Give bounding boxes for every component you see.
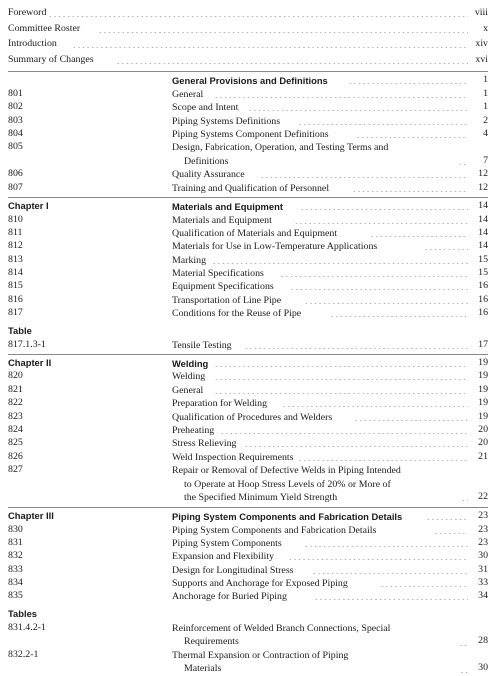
entry-title: Stress Relieving	[172, 438, 237, 450]
entry-page: 12	[478, 168, 488, 180]
heading-page: 1	[483, 74, 488, 86]
section-number: 835	[8, 590, 23, 602]
toc-table-entry[interactable]	[8, 339, 488, 352]
divider	[8, 197, 488, 198]
leader-dots	[426, 519, 468, 520]
entry-title-line1: Repair or Removal of Defective Welds in Piping Intended	[172, 465, 401, 477]
heading-page: 19	[478, 357, 488, 369]
entry-page: 19	[478, 410, 488, 422]
entry-title: Piping Systems Definitions	[172, 115, 281, 127]
section-number: 810	[8, 213, 23, 225]
toc-entry[interactable]	[8, 101, 488, 114]
toc-entry[interactable]	[8, 227, 488, 240]
toc-entry[interactable]	[8, 424, 488, 437]
entry-title: Material Specifications	[172, 268, 264, 280]
entry-title: Marking	[172, 254, 207, 266]
chapter-2	[8, 357, 488, 505]
leader-dots	[370, 236, 468, 237]
section-number: 827	[8, 464, 23, 476]
entry-title: Welding	[172, 371, 206, 383]
leader-dots	[330, 316, 468, 317]
section-number: 821	[8, 383, 23, 395]
toc-entry[interactable]	[8, 590, 488, 603]
entry-page: xiv	[475, 38, 488, 50]
entry-page: 16	[478, 280, 488, 292]
toc-entry[interactable]	[8, 464, 488, 505]
toc-entry[interactable]	[8, 141, 488, 168]
entry-title: Expansion and Flexibility	[172, 551, 275, 563]
leader-dots	[380, 586, 468, 587]
entry-page: 28	[478, 635, 488, 647]
leader-dots	[214, 379, 468, 380]
entry-page: 2	[483, 114, 488, 126]
leader-dots	[280, 276, 468, 277]
chapter-label: Chapter II	[8, 357, 52, 369]
toc-entry[interactable]	[8, 254, 488, 267]
leader-dots	[214, 97, 468, 98]
entry-page: 30	[478, 550, 488, 562]
entry-page: 7	[483, 154, 488, 166]
entry-page: 34	[478, 590, 488, 602]
section-number: 830	[8, 523, 23, 535]
leader-dots	[354, 420, 468, 421]
section-number: 820	[8, 370, 23, 382]
entry-title-line2: Materials	[172, 662, 460, 676]
toc-entry[interactable]	[8, 384, 488, 397]
entry-title: General	[172, 384, 204, 396]
entry-page: viii	[474, 7, 488, 18]
entry-title: Training and Qualification of Personnel	[172, 182, 330, 194]
entry-title: Transportation of Line Pipe	[172, 294, 282, 306]
entry-page: 14	[478, 226, 488, 238]
entry-title: Supports and Anchorage for Exposed Piping	[172, 578, 348, 590]
toc-entry[interactable]	[8, 294, 488, 307]
tables-label: Tables	[8, 607, 38, 619]
entry-page: 20	[478, 437, 488, 449]
divider	[8, 507, 488, 508]
toc-entry[interactable]	[8, 370, 488, 383]
toc-table-entry[interactable]	[8, 622, 488, 649]
toc-entry[interactable]	[8, 214, 488, 227]
section-number: 824	[8, 423, 23, 435]
heading-page: 14	[478, 200, 488, 212]
section-heading[interactable]	[8, 74, 488, 87]
leader-dots	[434, 533, 468, 534]
toc-entry[interactable]	[8, 451, 488, 464]
leader-dots	[304, 303, 468, 304]
entry-title-line2: Definitions	[172, 155, 460, 169]
entry-page: 23	[478, 536, 488, 548]
heading-title: Materials and Equipment	[172, 201, 283, 213]
leader-dots	[424, 249, 468, 250]
leader-dots	[294, 223, 468, 224]
toc-entry[interactable]	[8, 411, 488, 424]
entry-title: Committee Roster	[8, 22, 81, 34]
entry-page: 16	[478, 307, 488, 319]
leader-dots	[288, 559, 468, 560]
leader-dots	[356, 137, 468, 138]
entry-page: 31	[478, 563, 488, 575]
entry-title: Materials for Use in Low-Temperature Applications	[172, 241, 378, 253]
entry-title: Equipment Specifications	[172, 281, 274, 293]
section-number: 805	[8, 141, 23, 153]
toc-entry[interactable]	[8, 128, 488, 141]
leader-dots	[244, 446, 468, 447]
table-number: 831.4.2-1	[8, 621, 46, 633]
section-number: 807	[8, 181, 23, 193]
entry-page: 21	[478, 450, 488, 462]
entry-title-line3: the Specified Minimum Yield Strength	[172, 491, 460, 505]
toc-entry[interactable]	[8, 550, 488, 563]
section-number: 801	[8, 87, 23, 99]
entry-title: Foreword	[8, 7, 47, 18]
entry-title-line1: Design, Fabrication, Operation, and Testing Terms and	[172, 142, 389, 154]
table-label: Table	[8, 324, 32, 336]
toc-entry[interactable]	[8, 280, 488, 293]
section-number: 812	[8, 240, 23, 252]
section-general	[8, 74, 488, 195]
chapter-label: Chapter I	[8, 200, 49, 212]
entry-page: 1	[483, 101, 488, 113]
leader-dots	[304, 546, 468, 547]
entry-title: Piping Systems Component Definitions	[172, 128, 329, 140]
section-number: 816	[8, 293, 23, 305]
entry-title: Weld Inspection Requirements	[172, 451, 294, 463]
section-number: 834	[8, 577, 23, 589]
entry-title: Materials and Equipment	[172, 214, 272, 226]
entry-page: 19	[478, 370, 488, 382]
section-number: 825	[8, 437, 23, 449]
leader-dots	[214, 393, 468, 394]
section-number: 815	[8, 280, 23, 292]
toc-entry-committee-roster[interactable]	[8, 23, 488, 39]
toc-entry[interactable]	[8, 397, 488, 410]
entry-page: 14	[478, 213, 488, 225]
toc-entry[interactable]	[8, 577, 488, 590]
divider	[8, 71, 488, 72]
chapter-label: Chapter III	[8, 510, 54, 522]
leader-dots	[98, 32, 468, 33]
toc-entry[interactable]	[8, 168, 488, 181]
entry-title: Summary of Changes	[8, 53, 94, 65]
leader-dots	[352, 191, 468, 192]
entry-title: Piping System Components	[172, 537, 282, 549]
leader-dots	[348, 83, 468, 84]
chapter-heading[interactable]	[8, 200, 488, 213]
divider	[8, 354, 488, 355]
section-number: 804	[8, 127, 23, 139]
section-number: 831	[8, 536, 23, 548]
toc-entry-foreword[interactable]	[8, 7, 488, 23]
section-number: 826	[8, 450, 23, 462]
leader-dots	[298, 124, 468, 125]
section-number: 806	[8, 168, 23, 180]
entry-title: General	[172, 88, 204, 100]
toc-entry[interactable]	[8, 564, 488, 577]
toc-entry[interactable]	[8, 537, 488, 550]
entry-page: 33	[478, 577, 488, 589]
toc-entry[interactable]	[8, 240, 488, 253]
toc-entry[interactable]	[8, 88, 488, 101]
chapter-1	[8, 200, 488, 352]
entry-page: 12	[478, 181, 488, 193]
leader-dots	[116, 63, 468, 64]
section-number: 822	[8, 397, 23, 409]
leader-dots	[48, 16, 468, 17]
entry-title-line1: Thermal Expansion or Contraction of Piping	[172, 649, 349, 661]
entry-title-line2: to Operate at Hoop Stress Levels of 20% or More of	[172, 478, 460, 492]
entry-title-line2: Requirements	[172, 635, 460, 649]
leader-dots	[214, 366, 468, 367]
entry-page: 14	[478, 240, 488, 252]
section-number: 832	[8, 550, 23, 562]
section-number: 811	[8, 226, 23, 238]
section-number: 803	[8, 114, 23, 126]
toc-entry[interactable]	[8, 115, 488, 128]
entry-title: Conditions for the Reuse of Pipe	[172, 308, 302, 320]
chapter-3	[8, 510, 488, 676]
entry-title: Introduction	[8, 38, 57, 50]
heading-title: Piping System Components and Fabrication Details	[172, 511, 403, 523]
toc-entry-summary-of-changes[interactable]	[8, 54, 488, 70]
table-number: 817.1.3-1	[8, 338, 46, 350]
leader-dots	[244, 348, 468, 349]
entry-page: 23	[478, 523, 488, 535]
heading-title: Welding	[172, 358, 209, 370]
toc-entry[interactable]	[8, 307, 488, 320]
front-matter	[8, 7, 488, 69]
entry-page: 4	[483, 127, 488, 139]
leader-dots	[290, 289, 468, 290]
section-number: 817	[8, 307, 23, 319]
leader-dots	[282, 406, 468, 407]
entry-page: 22	[478, 491, 488, 503]
entry-title: Design for Longitudinal Stress	[172, 564, 294, 576]
entry-page: x	[483, 22, 488, 34]
entry-title-line1: Reinforcement of Welded Branch Connections, Special	[172, 622, 391, 634]
entry-title: Quality Assurance	[172, 169, 245, 181]
entry-page: 17	[478, 338, 488, 350]
entry-title: Qualification of Procedures and Welders	[172, 411, 333, 423]
heading-page: 23	[478, 510, 488, 522]
entry-page: xvi	[475, 53, 488, 65]
section-number: 814	[8, 267, 23, 279]
section-number: 813	[8, 253, 23, 265]
entry-page: 1	[483, 87, 488, 99]
leader-dots	[220, 433, 468, 434]
entry-page: 16	[478, 293, 488, 305]
heading-title: General Provisions and Definitions	[172, 75, 328, 87]
section-number: 802	[8, 101, 23, 113]
leader-dots	[312, 573, 468, 574]
entry-title: Tensile Testing	[172, 339, 232, 351]
toc-entry[interactable]	[8, 182, 488, 195]
table-of-contents	[8, 7, 488, 676]
entry-page: 30	[478, 662, 488, 674]
leader-dots	[314, 599, 468, 600]
entry-page: 15	[478, 253, 488, 265]
entry-title: Qualification of Materials and Equipment	[172, 227, 338, 239]
entry-title: Piping System Components and Fabrication Details	[172, 524, 377, 536]
table-number: 832.2-1	[8, 648, 39, 660]
leader-dots	[212, 263, 468, 264]
entry-page: 19	[478, 383, 488, 395]
entry-title: Preparation for Welding	[172, 398, 268, 410]
toc-entry[interactable]	[8, 524, 488, 537]
toc-entry[interactable]	[8, 437, 488, 450]
toc-entry[interactable]	[8, 267, 488, 280]
leader-dots	[72, 47, 468, 48]
leader-dots	[248, 110, 468, 111]
chapter-heading[interactable]	[8, 510, 488, 523]
entry-title: Scope and Intent	[172, 102, 239, 114]
leader-dots	[298, 460, 468, 461]
toc-entry-introduction[interactable]	[8, 38, 488, 54]
leader-dots	[260, 177, 468, 178]
entry-page: 15	[478, 267, 488, 279]
section-number: 833	[8, 563, 23, 575]
entry-page: 19	[478, 397, 488, 409]
toc-table-entry[interactable]	[8, 649, 488, 676]
entry-page: 20	[478, 423, 488, 435]
chapter-heading[interactable]	[8, 357, 488, 370]
entry-title: Preheating	[172, 424, 215, 436]
entry-title: Anchorage for Buried Piping	[172, 591, 287, 603]
leader-dots	[300, 209, 468, 210]
section-number: 823	[8, 410, 23, 422]
